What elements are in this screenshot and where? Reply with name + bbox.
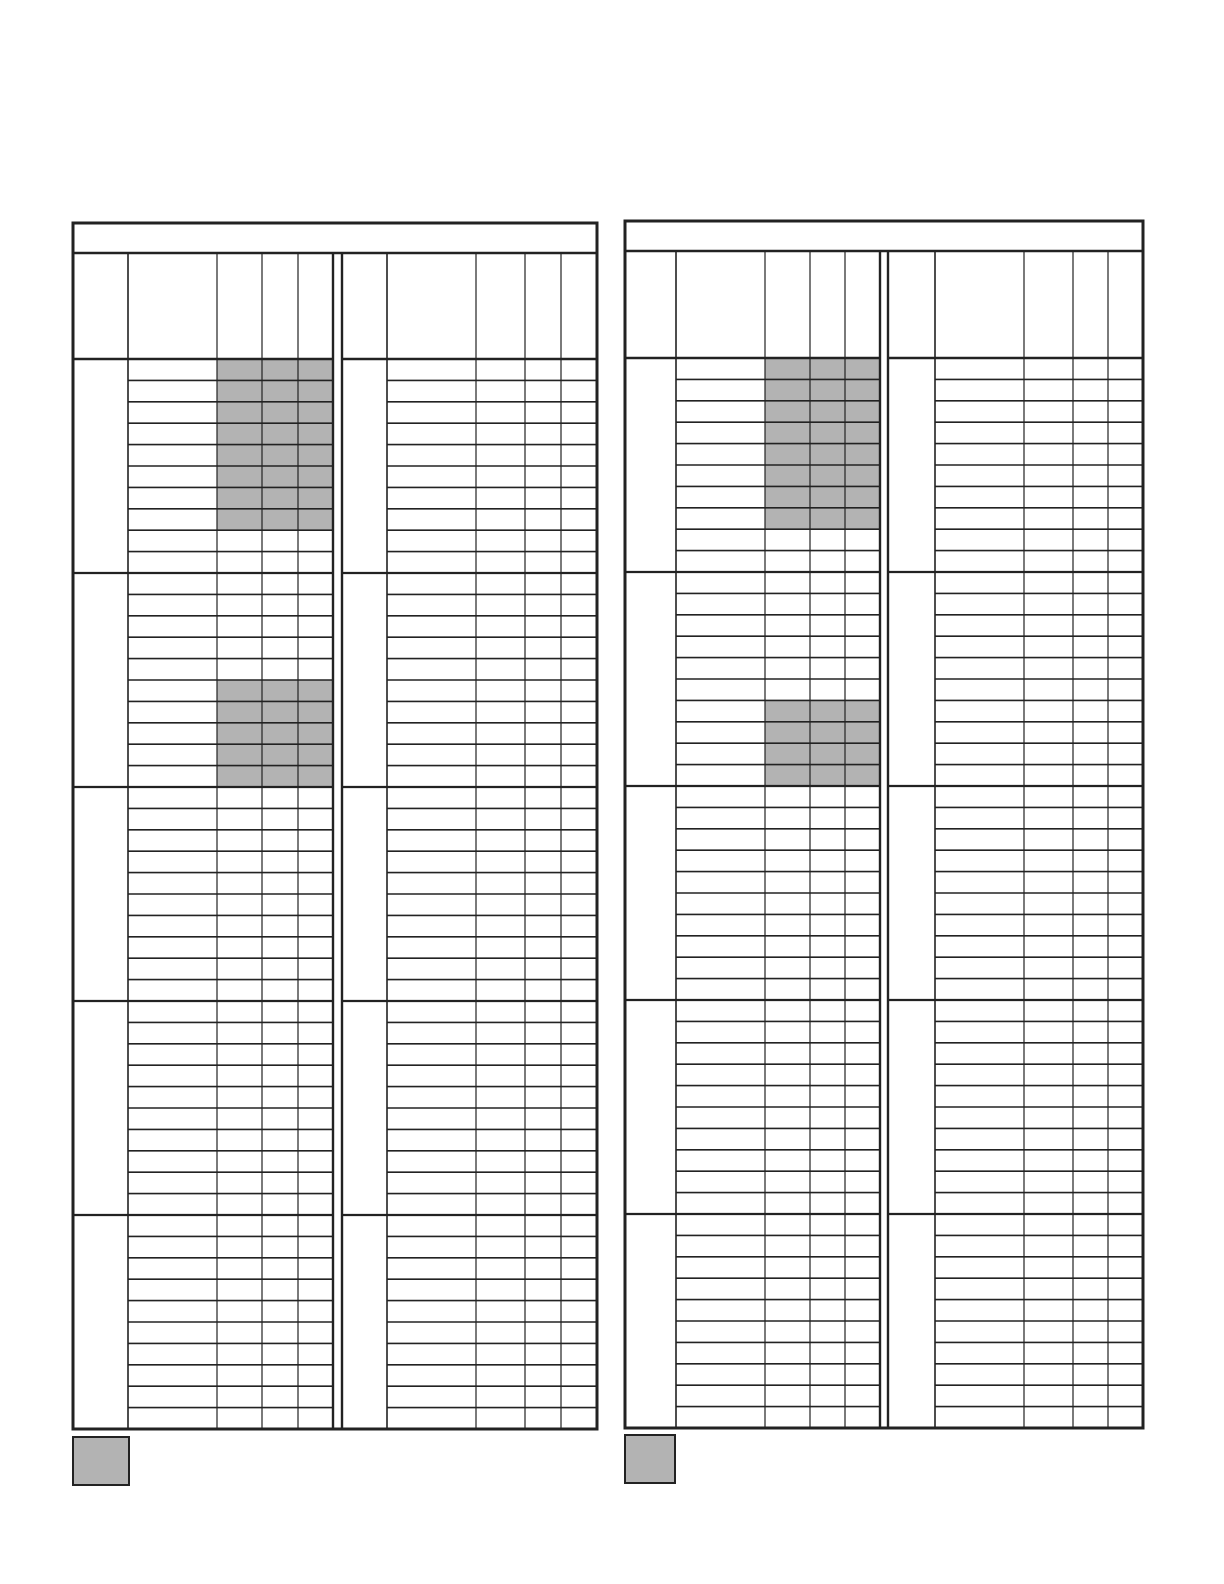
- table-frame-2: [625, 221, 1143, 1428]
- legend-swatch-right: [624, 1434, 676, 1484]
- legend-swatch-left: [72, 1436, 130, 1486]
- table-frame-1: [73, 223, 597, 1429]
- shaded-block-1-2: [217, 680, 333, 787]
